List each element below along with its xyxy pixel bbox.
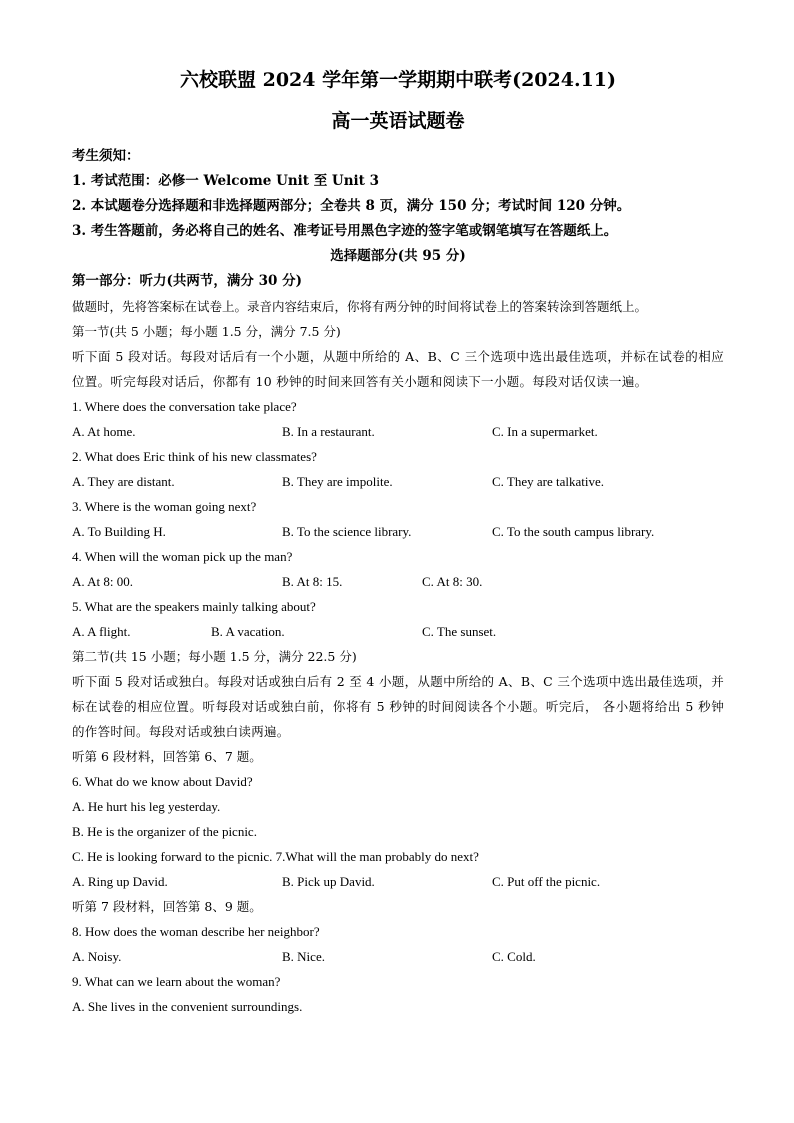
question-text: 6. What do we know about David? — [72, 774, 253, 789]
question-text: 2. What does Eric think of his new classmates? — [72, 449, 317, 464]
option-row — [72, 869, 724, 894]
option-row — [72, 619, 724, 644]
part1-intro: 做题时，先将答案标在试卷上。录音内容结束后，你将有两分钟的时间将试卷上的答案转涂到答题纸上。 — [72, 299, 648, 314]
option-c: C. To the south campus library. — [492, 524, 655, 539]
option-c: C. At 8: 30. — [422, 574, 483, 589]
option-a: A. They are distant. — [72, 474, 175, 489]
question-text: 3. Where is the woman going next? — [72, 499, 257, 514]
option-c: C. Put off the picnic. — [492, 874, 601, 889]
question-5 — [72, 594, 724, 644]
option-b: B. Pick up David. — [282, 874, 375, 889]
question-text: 9. What can we learn about the woman? — [72, 974, 281, 989]
exam-subtitle: 高一英语试题卷 — [331, 110, 465, 132]
section-heading: 选择题部分(共 95 分) — [330, 248, 466, 264]
option-b: B. He is the organizer of the picnic. — [72, 824, 257, 839]
sec1-instructions: 听下面 5 段对话。每段对话后有一个小题，从题中所给的 A、B、C 三个选项中选出最佳选项，并标在试卷的相应位置。听完每段对话后，你都有 10 秒钟的时间来回答有关小题和阅读下一小题。每段对话仅读一遍。 — [72, 349, 724, 389]
option-a: A. To Building H. — [72, 524, 166, 539]
option-a: A. Ring up David. — [72, 874, 168, 889]
material-6-note: 听第 6 段材料，回答第 6、7 题。 — [72, 749, 262, 764]
option-b: B. To the science library. — [282, 524, 412, 539]
sec2-instructions: 听下面 5 段对话或独白。每段对话或独白后有 2 至 4 小题，从题中所给的 A、B、C 三个选项中选出最佳选项，并标在试卷的相应位置。听每段对话或独白前，你将有 5 秒钟的时间阅读各个小题。听完后， 各小题将给出 5 秒钟的作答时间。每段对话或独白读两遍。 — [72, 674, 724, 739]
material-7-note: 听第 7 段材料，回答第 8、9 题。 — [72, 899, 262, 914]
sec2-heading: 第二节(共 15 小题；每小题 1.5 分，满分 22.5 分) — [72, 649, 357, 664]
option-c: C. In a supermarket. — [492, 424, 598, 439]
question-6 — [72, 769, 724, 869]
option-b: B. They are impolite. — [282, 474, 393, 489]
notice-heading: 考生须知： — [72, 148, 140, 164]
question-2 — [72, 444, 724, 494]
option-b: B. In a restaurant. — [282, 424, 375, 439]
question-8 — [72, 919, 724, 969]
question-7 — [72, 869, 724, 894]
notice-item: 1. 考试范围：必修一 Welcome Unit 至 Unit 3 — [72, 173, 379, 189]
option-c: C. They are talkative. — [492, 474, 605, 489]
option-a: A. A flight. — [72, 624, 131, 639]
exam-page — [72, 68, 724, 1019]
option-a: A. He hurt his leg yesterday. — [72, 799, 221, 814]
question-text: 5. What are the speakers mainly talking about? — [72, 599, 316, 614]
option-c: C. He is looking forward to the picnic. 7.What will the man probably do next? — [72, 849, 479, 864]
option-row — [72, 944, 724, 969]
option-a: A. At home. — [72, 424, 136, 439]
option-c: C. The sunset. — [422, 624, 497, 639]
option-row — [72, 419, 724, 444]
option-a: A. At 8: 00. — [72, 574, 134, 589]
question-text: 1. Where does the conversation take place? — [72, 399, 297, 414]
part1-heading: 第一部分：听力(共两节，满分 30 分) — [72, 273, 302, 289]
notice-item: 2. 本试题卷分选择题和非选择题两部分；全卷共 8 页，满分 150 分；考试时间 120 分钟。 — [72, 198, 631, 214]
option-row — [72, 469, 724, 494]
option-row — [72, 569, 724, 594]
notice-block — [72, 144, 724, 244]
option-row — [72, 519, 724, 544]
sec1-heading: 第一节(共 5 小题；每小题 1.5 分，满分 7.5 分) — [72, 324, 341, 339]
question-3 — [72, 494, 724, 544]
question-text: 8. How does the woman describe her neighbor? — [72, 924, 320, 939]
question-1 — [72, 394, 724, 444]
option-b: B. A vacation. — [211, 624, 285, 639]
question-4 — [72, 544, 724, 594]
option-b: B. Nice. — [282, 949, 325, 964]
question-text: 4. When will the woman pick up the man? — [72, 549, 293, 564]
option-b: B. At 8: 15. — [282, 574, 343, 589]
option-a: A. Noisy. — [72, 949, 122, 964]
notice-item: 3. 考生答题前，务必将自己的姓名、准考证号用黑色字迹的签字笔或钢笔填写在答题纸上。 — [72, 223, 618, 239]
option-a: A. She lives in the convenient surroundings. — [72, 999, 303, 1014]
option-c: C. Cold. — [492, 949, 536, 964]
exam-title: 六校联盟 2024 学年第一学期期中联考(2024.11) — [179, 69, 617, 91]
question-9 — [72, 969, 724, 1019]
